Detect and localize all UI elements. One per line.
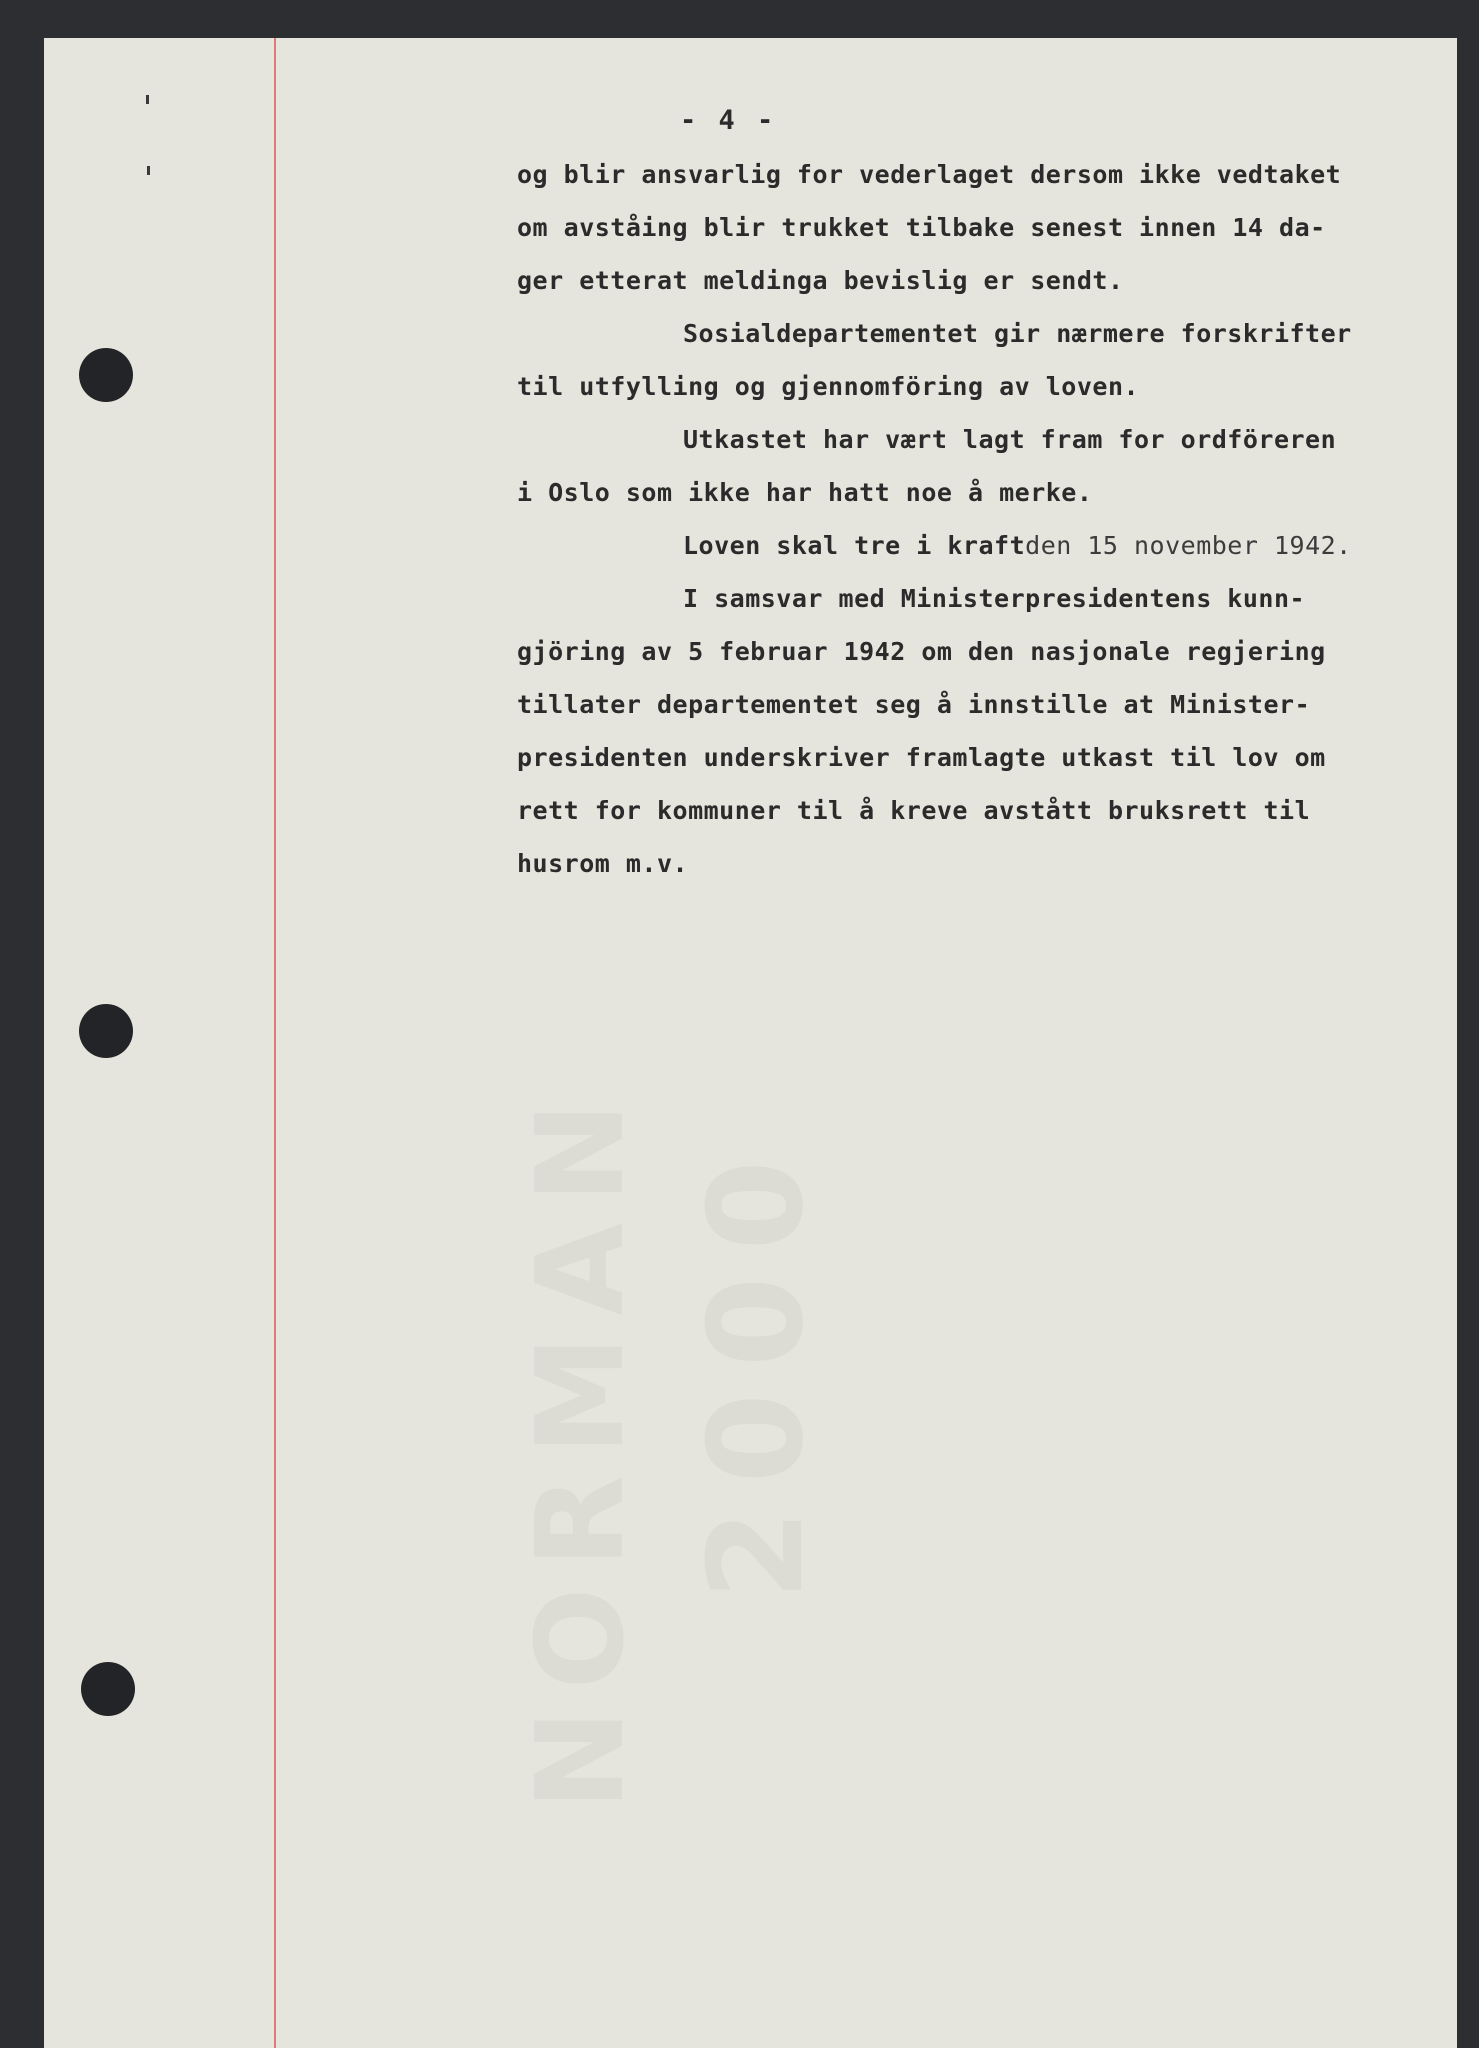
scan-border-left (0, 0, 44, 2048)
effective-date-line (683, 531, 1352, 560)
staple-mark (147, 166, 150, 175)
scan-border-top (0, 0, 1479, 38)
text-line: husrom m.v. (517, 849, 689, 878)
text-line: Sosialdepartementet gir nærmere forskrifter (683, 319, 1352, 348)
effective-line-inserted: den 15 november 1942. (1025, 531, 1352, 560)
page-number: - 4 - (680, 105, 777, 136)
watermark-2000: 2000 (680, 1134, 832, 1600)
text-line: tillater departementet seg å innstille at Minister- (517, 690, 1311, 719)
text-line: ger etterat meldinga bevislig er sendt. (517, 266, 1124, 295)
text-line: gjöring av 5 februar 1942 om den nasjonale regjering (517, 637, 1326, 666)
red-margin-line (274, 38, 276, 2048)
text-line: og blir ansvarlig for vederlaget dersom ikke vedtaket (517, 160, 1342, 189)
effective-line-typed: Loven skal tre i kraft (683, 531, 1026, 560)
punch-hole-icon (79, 348, 133, 402)
text-line: om avståing blir trukket tilbake senest innen 14 da- (517, 213, 1326, 242)
punch-hole-icon (81, 1662, 135, 1716)
text-line: Utkastet har vært lagt fram for ordföreren (683, 425, 1337, 454)
text-line: I samsvar med Ministerpresidentens kunn- (683, 584, 1306, 613)
text-line: rett for kommuner til å kreve avstått bruksrett til (517, 796, 1311, 825)
scan-border-right (1457, 0, 1479, 2048)
text-line: presidenten underskriver framlagte utkast til lov om (517, 743, 1326, 772)
punch-hole-icon (79, 1004, 133, 1058)
text-line: til utfylling og gjennomföring av loven. (517, 372, 1140, 401)
watermark-norman: NORMAN (512, 1082, 651, 1810)
text-line: i Oslo som ikke har hatt noe å merke. (517, 478, 1093, 507)
staple-mark (146, 95, 149, 104)
